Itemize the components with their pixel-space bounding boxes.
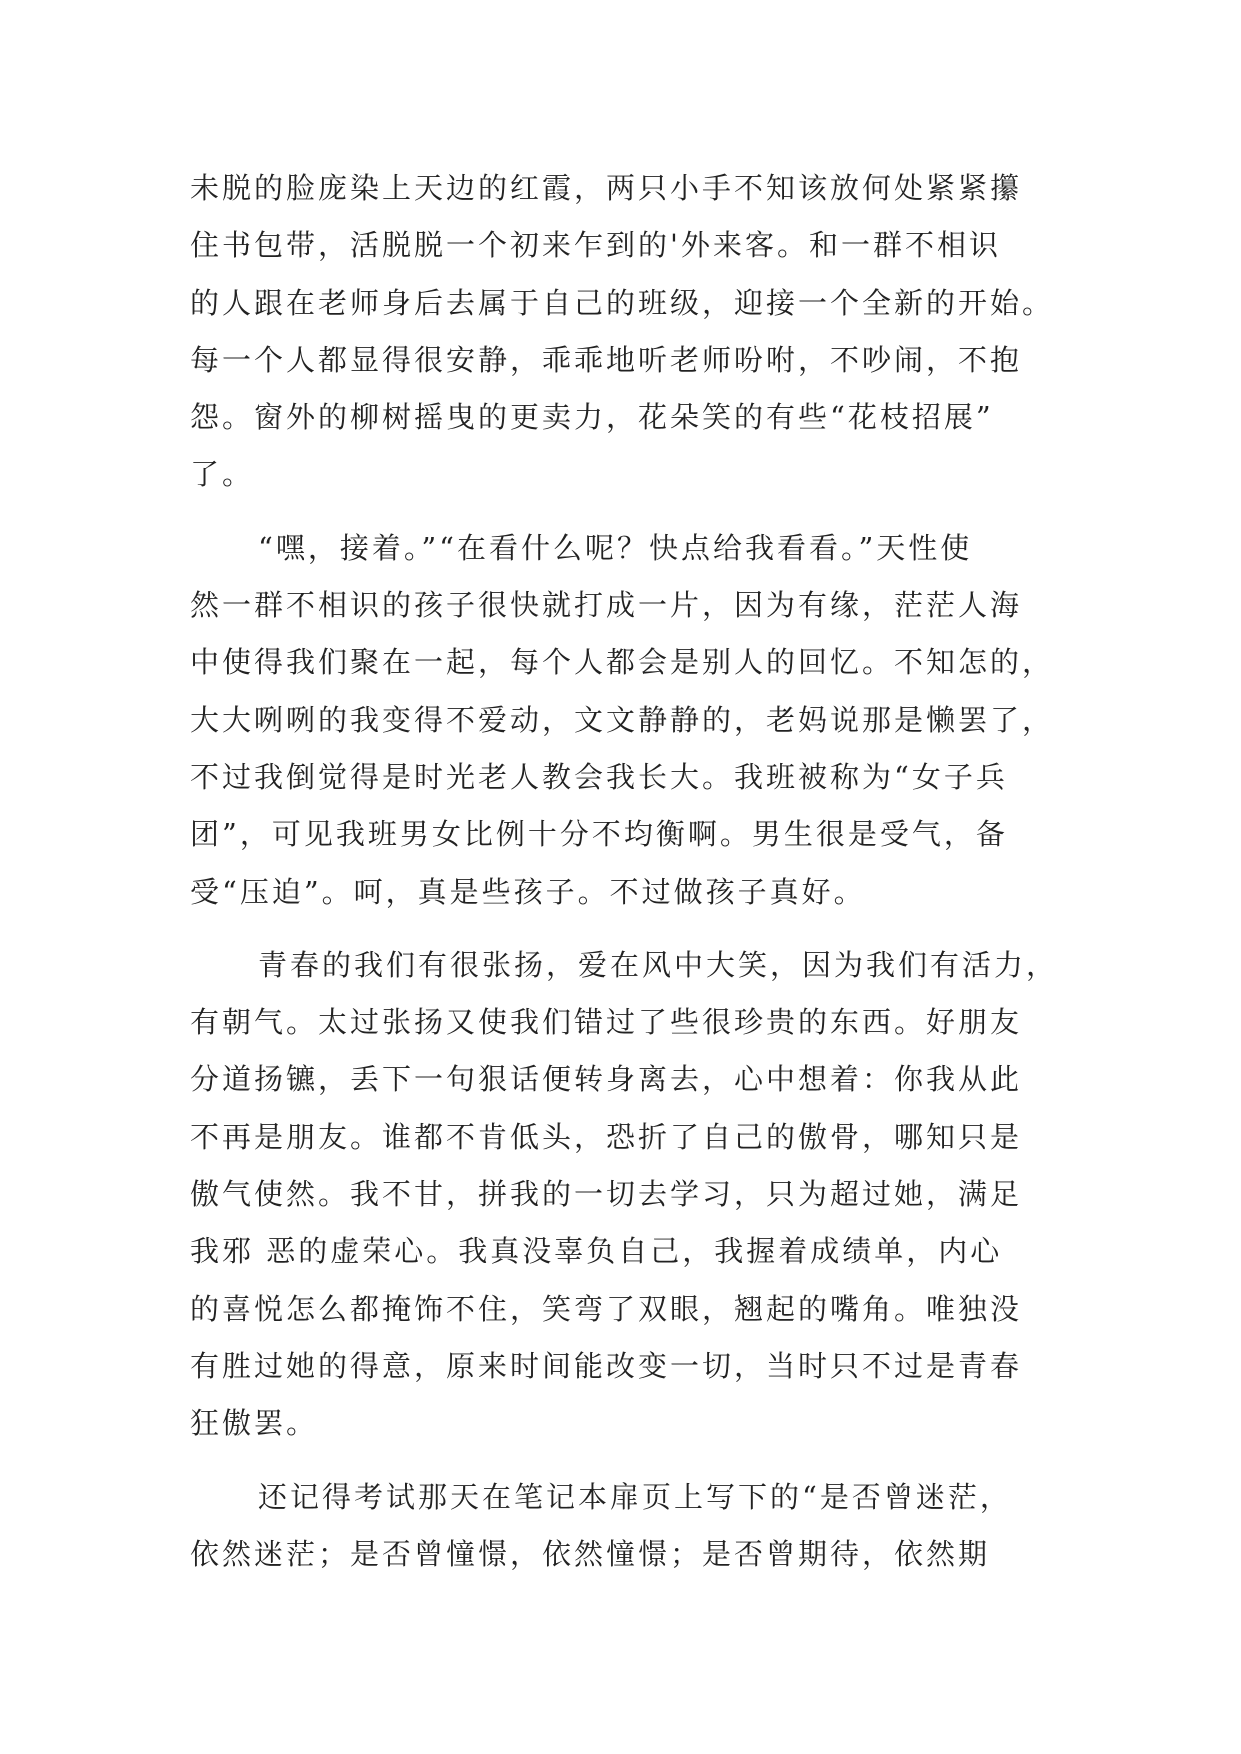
text-line: 然一群不相识的孩子很快就打成一片，因为有缘，茫茫人海	[190, 588, 1023, 623]
text-line: 怨。窗外的柳树摇曳的更卖力，花朵笑的有些“花枝招展”	[190, 400, 994, 435]
paragraph-1	[190, 160, 1090, 504]
paragraph-spacer	[190, 1453, 1090, 1469]
text-line: 傲气使然。我不甘，拼我的一切去学习，只为超过她，满足	[190, 1177, 1023, 1212]
paragraph-4	[190, 1469, 1090, 1584]
text-line: “嘿，接着。”“在看什么呢？快点给我看看。”天性使	[258, 530, 973, 565]
text-line: 大大咧咧的我变得不爱动，文文静静的，老妈说那是懒罢了，	[190, 702, 1055, 737]
document-body	[190, 160, 1090, 1583]
text-line: 有朝气。太过张扬又使我们错过了些很珍贵的东西。好朋友	[190, 1005, 1023, 1040]
text-line: 青春的我们有很张扬，爱在风中大笑，因为我们有活力，	[258, 947, 1059, 982]
paragraph-3	[190, 937, 1090, 1453]
text-line: 不再是朋友。谁都不肯低头，恐折了自己的傲骨，哪知只是	[190, 1119, 1023, 1154]
paragraph-spacer	[190, 504, 1090, 520]
text-line: 的人跟在老师身后去属于自己的班级，迎接一个全新的开始。	[190, 285, 1055, 320]
text-line: 了。	[190, 457, 255, 492]
text-line: 狂傲罢。	[190, 1406, 319, 1441]
text-line: 未脱的脸庞染上天边的红霞，两只小手不知该放何处紧紧攥	[190, 171, 1023, 205]
text-line: 不过我倒觉得是时光老人教会我长大。我班被称为“女子兵	[190, 759, 1008, 794]
text-line: 中使得我们聚在一起，每个人都会是别人的回忆。不知怎的，	[190, 645, 1055, 680]
text-line: 依然迷茫；是否曾憧憬，依然憧憬；是否曾期待，依然期	[190, 1536, 991, 1571]
text-line: 我邪 恶的虚荣心。我真没辜负自己，我握着成绩单，内心	[190, 1234, 1003, 1269]
paragraph-2	[190, 520, 1090, 921]
text-line: 分道扬镳，丢下一句狠话便转身离去，心中想着：你我从此	[190, 1062, 1023, 1097]
paragraph-spacer	[190, 921, 1090, 937]
text-line: 住书包带，活脱脱一个初来乍到的'外来客。和一群不相识	[190, 228, 1001, 263]
text-line: 受“压迫”。呵，真是些孩子。不过做孩子真好。	[190, 874, 866, 909]
text-line: 的喜悦怎么都掩饰不住，笑弯了双眼，翘起的嘴角。唯独没	[190, 1291, 1023, 1326]
text-line: 还记得考试那天在笔记本扉页上写下的“是否曾迷茫，	[258, 1479, 1012, 1514]
text-line: 每一个人都显得很安静，乖乖地听老师吩咐，不吵闹，不抱	[190, 342, 1023, 377]
text-line: 团”，可见我班男女比例十分不均衡啊。男生很是受气，备	[190, 817, 1008, 852]
text-line: 有胜过她的得意，原来时间能改变一切，当时只不过是青春	[190, 1348, 1023, 1383]
